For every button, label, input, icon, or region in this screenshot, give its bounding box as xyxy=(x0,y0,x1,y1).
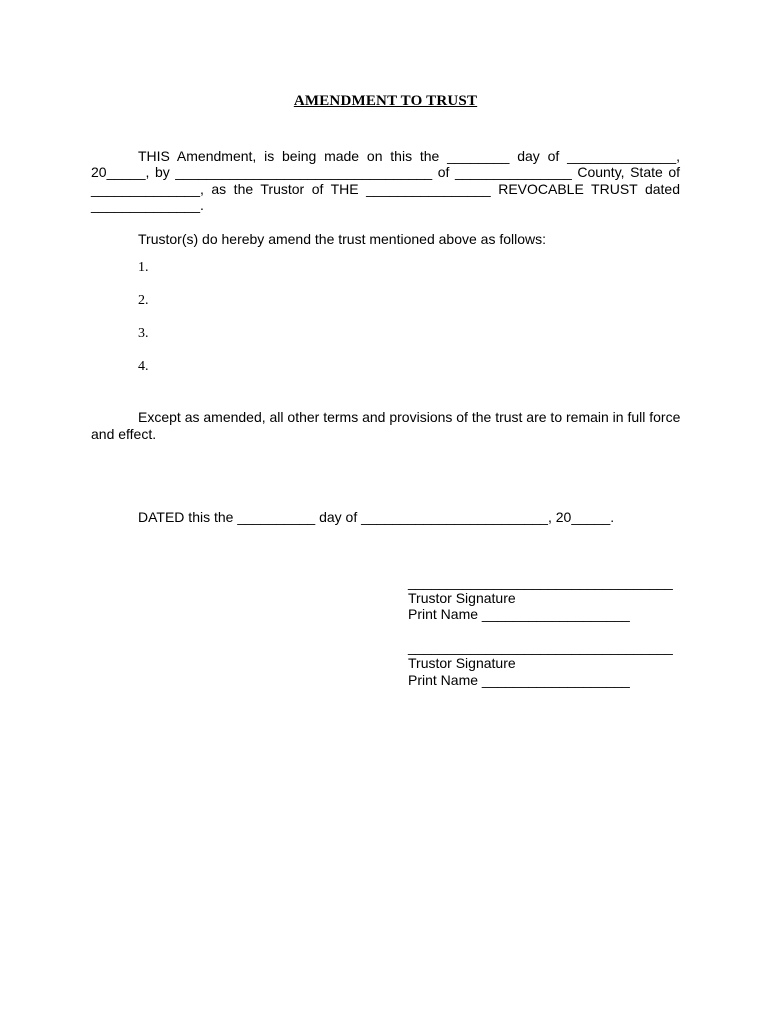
list-item-number: 2. xyxy=(138,293,149,309)
signature-rule: __________________________________ xyxy=(408,638,673,655)
list-item-number: 4. xyxy=(138,359,149,375)
list-item-number: 1. xyxy=(138,260,149,276)
document-title: AMENDMENT TO TRUST xyxy=(293,93,478,109)
intro-paragraph xyxy=(91,148,680,214)
intro-line: ______________, as the Trustor of THE ________________ REVOCABLE TRUST dated xyxy=(91,180,680,197)
dated-line: DATED this the __________ day of ________________________, 20_____. xyxy=(138,509,615,526)
closing-line: Except as amended, all other terms and provisions of the trust are to remain in full force xyxy=(138,409,681,426)
intro-line: THIS Amendment, is being made on this the ________ day of ______________, xyxy=(138,148,680,164)
closing-paragraph xyxy=(91,409,680,442)
closing-line: and effect. xyxy=(91,425,157,442)
intro-line: ______________. xyxy=(91,197,204,214)
signature-label: Trustor Signature xyxy=(408,590,516,607)
document-content xyxy=(91,0,680,688)
amendment-list xyxy=(91,260,680,375)
print-name-line: Print Name ___________________ xyxy=(408,671,630,688)
signature-rule: __________________________________ xyxy=(408,573,673,590)
signature-block xyxy=(408,574,680,623)
signature-block xyxy=(408,639,680,688)
list-item-number: 3. xyxy=(138,326,149,342)
signature-label: Trustor Signature xyxy=(408,655,516,672)
intro-line: 20_____, by _________________________________ of _______________ County, State of xyxy=(91,164,680,181)
print-name-line: Print Name ___________________ xyxy=(408,606,630,623)
amend-clause: Trustor(s) do hereby amend the trust mentioned above as follows: xyxy=(138,230,547,247)
